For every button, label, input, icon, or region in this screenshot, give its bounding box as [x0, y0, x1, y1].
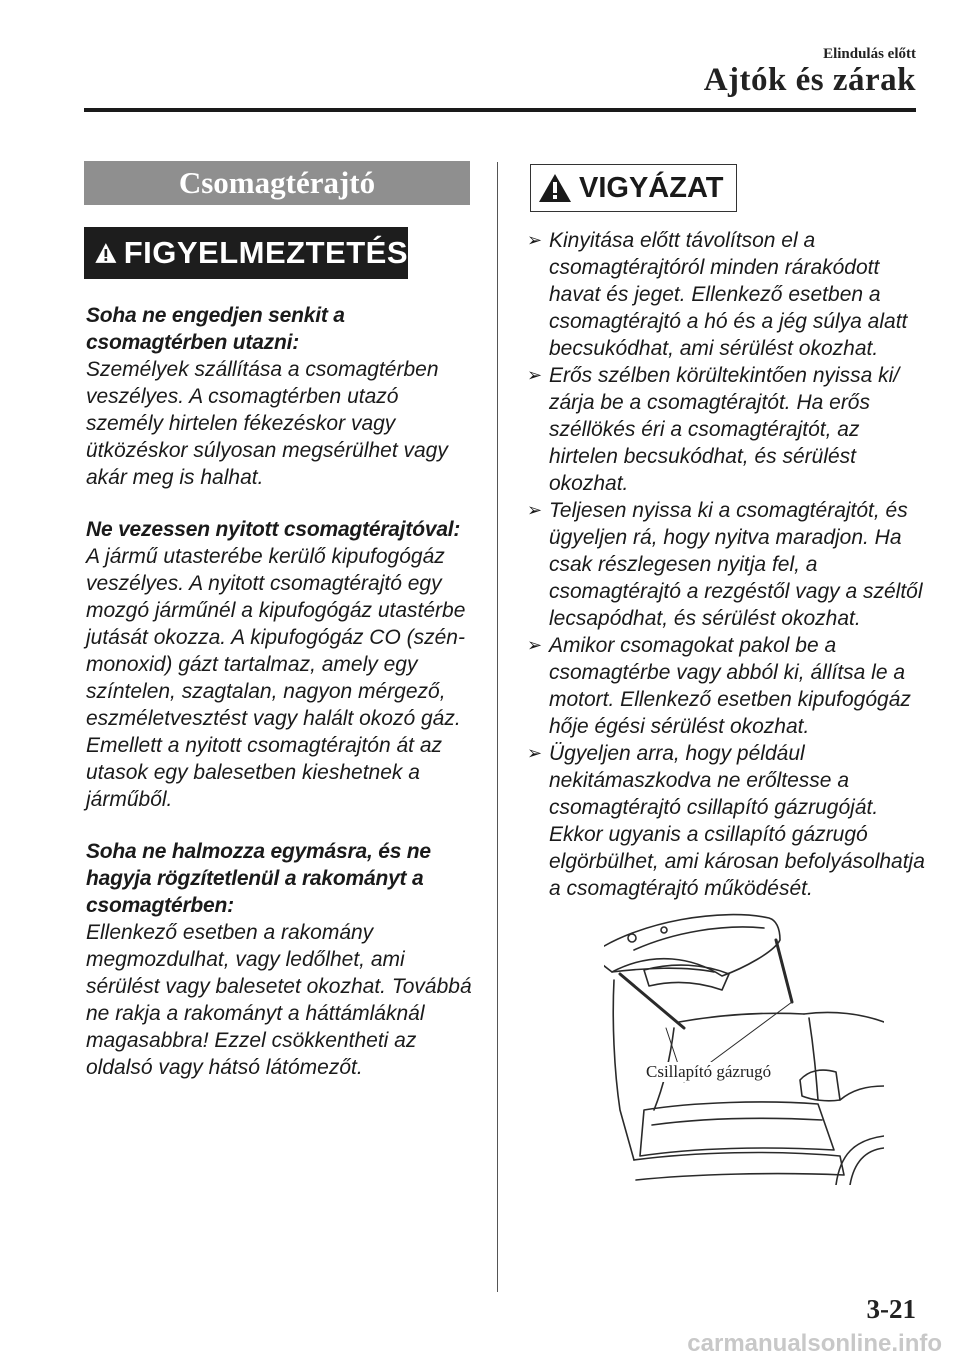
bullet-arrow-icon: ➢: [527, 743, 543, 763]
caution-list: [525, 227, 925, 902]
caution-text: Ügyeljen arra, hogy például nekitámaszkodva ne erőltesse a csomagtérajtó csillapító gázrugóját. Ekkor ugyanis a csillapító gázrugó elgörbülhet, ami károsan befolyásolhatja a csomagtérajtó működését.: [549, 742, 925, 900]
warning-heading: Ne vezessen nyitott csomagtérajtóval:: [86, 518, 461, 541]
warning-body: Személyek szállítása a csomagtérben veszélyes. A csomagtérben utazó személy hirtelen fékezéskor vagy ütközéskor súlyosan megsérülhet vagy akár meg is halhat.: [86, 358, 448, 489]
warning-body: Ellenkező esetben a rakomány megmozdulhat, vagy ledőlhet, ami sérülést vagy balesetet okozhat. Továbbá ne rakja a rakományt a háttámláknál magasabbra! Ezzel csökkentheti az oldalsó vagy hátsó látómezőt.: [86, 921, 472, 1079]
caution-item: [525, 497, 925, 632]
figure-label: Csillapító gázrugó: [643, 1062, 774, 1082]
bullet-arrow-icon: ➢: [527, 635, 543, 655]
header-rule: [84, 108, 916, 112]
warning-label: FIGYELMEZTETÉS: [123, 235, 408, 270]
bullet-arrow-icon: ➢: [527, 230, 543, 250]
tailgate-illustration: [604, 910, 884, 1185]
warning-heading: Soha ne halmozza egymásra, és ne hagyja rögzítetlenül a rakományt a csomagtérben:: [86, 840, 431, 917]
warning-body: A jármű utasterébe kerülő kipufogógáz veszélyes. A nyitott csomagtérajtó egy mozgó járműnél a kipufogógáz utastérbe jutását okozza. A kipufogógáz CO (szén-monoxid) gázt tartalmaz, amely egy színtelen, szagtalan, nagyon mérgező, eszméletvesztést vagy halált okozó gáz. Emellett a nyitott csomagtérajtón át az utasok egy balesetben kieshetnek a járműből.: [86, 545, 466, 811]
section-name: Elindulás előtt: [823, 46, 916, 62]
caution-text: Kinyitása előtt távolítson el a csomagtérajtóról minden rárakódott havat és jeget. Ellenkező esetben a csomagtérajtó a hó és a jég súlya alatt becsukódhat, ami sérülést okozhat.: [549, 229, 908, 360]
bullet-arrow-icon: ➢: [527, 365, 543, 385]
chapter-title: Ajtók és zárak: [703, 62, 916, 98]
watermark: carmanualsonline.info: [687, 1330, 942, 1357]
caution-label: VIGYÁZAT: [579, 171, 724, 204]
column-divider: [497, 162, 498, 1292]
section-title-banner: Csomagtérajtó: [84, 161, 470, 205]
caution-item: [525, 632, 925, 740]
caution-triangle-icon: [537, 172, 573, 204]
bullet-arrow-icon: ➢: [527, 500, 543, 520]
caution-text: Amikor csomagokat pakol be a csomagtérbe vagy abból ki, állítsa le a motort. Ellenkező esetben kipufogógáz hője égési sérülést okozhat.: [549, 634, 911, 738]
caution-item: [525, 362, 925, 497]
warning-triangle-icon: [94, 236, 118, 270]
warning-badge: [84, 227, 408, 279]
warning-heading: Soha ne engedjen senkit a csomagtérben utazni:: [86, 304, 345, 354]
warning-text-column: [86, 302, 478, 1081]
caution-text: Erős szélben körültekintően nyissa ki/ zárja be a csomagtérajtót. Ha erős széllökés éri a csomagtérajtót, az hirtelen becsukódhat, és sérülést okozhat.: [549, 364, 900, 495]
page-number: 3-21: [866, 1294, 916, 1324]
caution-badge: [530, 164, 737, 212]
caution-item: [525, 227, 925, 362]
caution-item: [525, 740, 925, 902]
caution-text: Teljesen nyissa ki a csomagtérajtót, és ügyeljen rá, hogy nyitva maradjon. Ha csak részlegesen nyitja fel, a csomagtérajtó a rezgéstől vagy a széltől lecsapódhat, és sérülést okozhat.: [549, 499, 923, 630]
